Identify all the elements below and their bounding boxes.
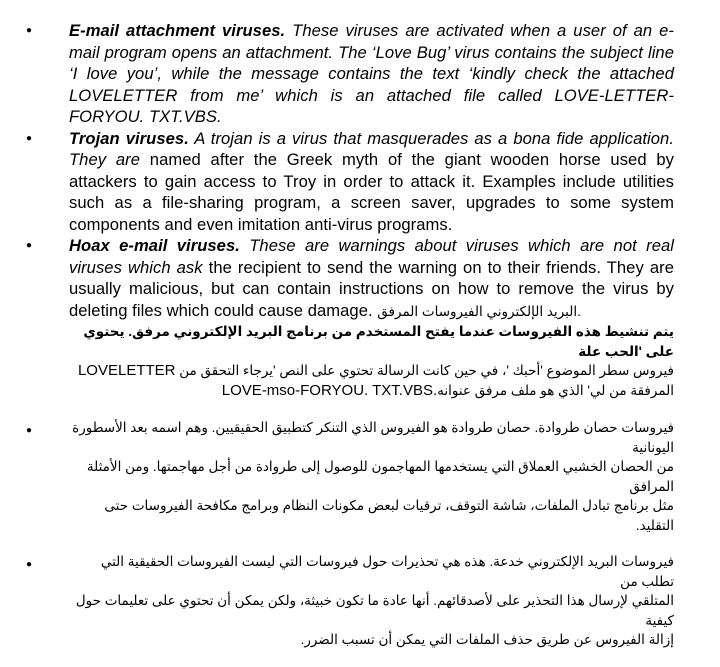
arabic-item-text (69, 552, 674, 650)
item-title: Hoax e-mail viruses. (69, 236, 240, 255)
arabic-line: المرفقة من لي' الذي هو ملف مرفق عنوانه (437, 382, 674, 398)
arabic-line: فيروس سطر الموضوع 'أحبك '، في حين كانت الرسالة تحتوي على النص 'يرجاء التحقق من (179, 363, 674, 378)
bullet-icon: ● (26, 132, 33, 144)
item-body: These viruses are activated when a user of an e-mail program opens an attachment. The ‘Love Bug’ virus contains the subject line ‘I love you’, while the message contains the text ‘kindly check the attached LOVELETTER from me’ which is an attached file called LOVE-LETTER-FORYOU. TXT.VBS. (69, 21, 674, 126)
list-item-hoax (0, 235, 720, 400)
arabic-line: إزالة الفيروس عن طريق حذف الملفات التي يمكن أن تسبب الضرر. (300, 632, 674, 647)
arabic-line: يتم تنشيط هذه الفيروسات عندما يفتح المستخدم من برنامج البريد الإلكتروني مرفق. يحتوي على 'الحب علة (83, 324, 674, 359)
arabic-line: مثل برنامج تبادل الملفات، شاشة التوقف، ترقيات لبعض مكونات النظام وبرامج مكافحة الفيروسات حتى التقليد. (104, 498, 674, 533)
bullet-icon: ● (26, 559, 33, 570)
english-bullet-list (0, 20, 720, 400)
item-text (69, 235, 674, 322)
latin-inline-text: LOVE-mso-FORYOU. TXT.VBS. (221, 381, 438, 399)
latin-inline-text: LOVELETTER (77, 362, 176, 379)
bullet-icon: ● (26, 25, 33, 36)
arabic-line: فيروسات حصان طروادة. حصان طروادة هو الفيروس الذي التنكر كتطبيق الحقيقيين. وهم اسمه بعد الأسطورة اليونانية (72, 420, 674, 455)
item-text (69, 20, 674, 128)
item-title: Trojan viruses. (69, 128, 189, 148)
arabic-line: المتلقي لإرسال هذا التحذير على لأصدقائهم. أنها عادة ما تكون خبيثة، ولكن يمكن أن تحتوي على تعليمات حول كيفية (75, 593, 674, 628)
arabic-list-item-hoax (0, 552, 720, 650)
item-body: the recipient to send the warning on to their friends. They are usually malicious, but can contain instructions on how to remove the virus by deleting files which could cause damage. (69, 257, 674, 320)
item-body-italic: A trojan is a virus that masquerades as a bona fide application. They are (69, 128, 674, 169)
item-body-italic: These are warnings about viruses which are not real viruses which ask (69, 236, 674, 277)
arabic-inline-tail: البريد الإلكتروني الفيروسات المرفق. (377, 303, 581, 319)
arabic-line-mixed (69, 361, 674, 381)
arabic-line: فيروسات البريد الإلكتروني خدعة. هذه هي تحذيرات حول فيروسات التي ليست الفيروسات الحقيقية التي تطلب من (100, 554, 674, 589)
item-title: E-mail attachment viruses. (69, 21, 286, 40)
arabic-line-mixed (69, 381, 674, 401)
arabic-item-text (69, 418, 674, 535)
arabic-line: من الحصان الخشبي العملاق التي يستخدمها المهاجمون للوصول إلى طروادة من أجل مهاجمتها. ومن الأمثلة المرافق (86, 459, 674, 494)
bullet-icon: ● (26, 240, 33, 251)
list-item-trojan (0, 128, 720, 236)
bullet-icon: ● (26, 425, 33, 436)
arabic-bullet-list (0, 418, 720, 667)
arabic-translation-block (69, 322, 674, 400)
list-item-email-attachment (0, 20, 720, 128)
arabic-list-item-trojan (0, 418, 720, 535)
item-text (69, 128, 674, 236)
item-body: named after the Greek myth of the giant wooden horse used by attackers to gain access to Troy in order to attack it. Examples include utilities such as a file-sharing program, a screen saver, upgrades to some system components and even imitation anti-virus programs. (69, 150, 675, 234)
